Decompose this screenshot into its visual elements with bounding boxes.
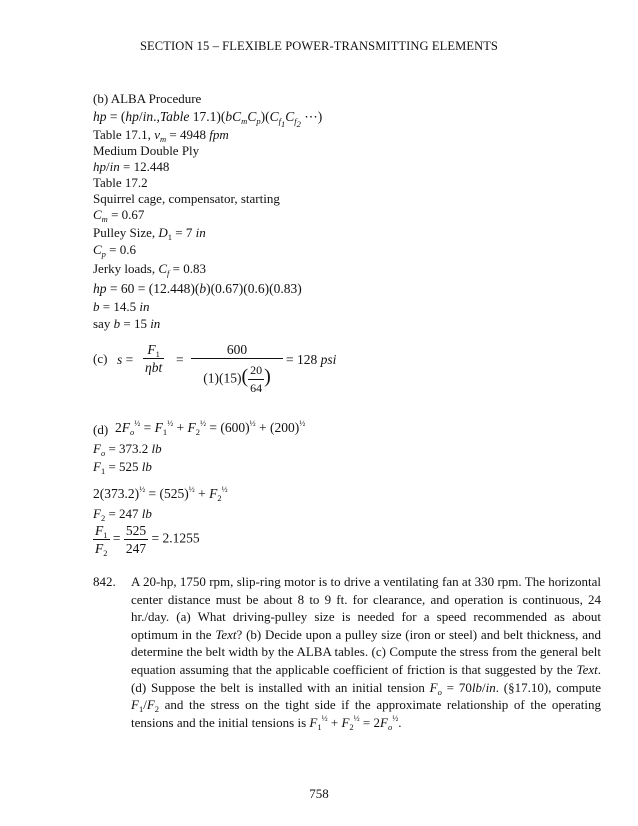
lb-unit-1: lb: [151, 441, 162, 456]
motor-desc: Squirrel cage, compensator, starting: [93, 191, 280, 206]
s-denominator: (1)(15): [203, 370, 242, 386]
cp-value: 0.6: [119, 242, 137, 257]
part-c-label: (c): [93, 351, 108, 366]
s-unit: psi: [320, 352, 337, 367]
text-ref-2: Text: [576, 661, 598, 677]
lb-unit-3: lb: [141, 506, 152, 521]
problem-text-3: . (d) Suppose the belt is installed with an initial tension: [131, 661, 601, 695]
cp-line: $C_p = 0.6$: [93, 242, 137, 259]
hp-per-in-line: hp/in = 12.448: [93, 159, 170, 174]
b-unit: in: [139, 299, 150, 314]
thickness-num: 20: [248, 362, 264, 380]
jerky-line: Jerky loads, $C_f = 0.83$: [93, 261, 206, 278]
problem-statement: A 20-hp, 1750 rpm, slip-ring motor is to drive a ventilating fan at 330 rpm. The horizontal center distance must be about 8 to 9 ft. for clearance, and operation is continuous, 24 hr./day. (a) What driving-pulley size is needed for a speed recommended as about optimum in the Text? (b) Decide upon a pulley size (iron or steel) and belt thickness, and determine the belt width by the ALBA tables. (c) Compute the stress from the general belt equation assuming that the applicable coefficient of friction is that suggested by the Text. (d) Suppose the belt is installed with an initial tension $F_o = 70lb/in$. (§17.10), compute $F_1/F_2$ and the stress on the tight side if the approximate relationship of the operating tensions and the initial tensions is $F_1^{\frac{1}{2}} + F_2^{\frac{1}{2}} = 2F_o^{\frac{1}{2}}$.: [131, 574, 601, 732]
fo-value: 373.2: [119, 441, 149, 456]
d1-unit: in: [195, 225, 206, 240]
vm-unit: fpm: [209, 127, 229, 142]
b-say-value: 15: [133, 316, 147, 331]
s-fraction-2: 600 (1)(15)( $\frac{20}{64}$ ): [191, 341, 283, 397]
problem-number: 842.: [93, 574, 116, 589]
f2-num: 200: [274, 420, 295, 435]
hp-equation: hp = 60 = (12.448)(b)(0.67)(0.6)(0.83): [93, 281, 302, 296]
pulley-label: Pulley Size,: [93, 225, 156, 240]
b-say: say b = 15 in: [93, 316, 161, 331]
part-b-title: (b) ALBA Procedure: [93, 91, 202, 106]
s-symbol: s =: [117, 352, 134, 367]
s-result: = 128 psi: [286, 352, 337, 367]
problem-text-1: A 20-hp, 1750 rpm, slip-ring motor is to drive a ventilating fan at 330 rpm. The horizontal center distance must be about 8 to 9 ft. for clearance, and operation is continuous, 24 hr./day. (a) What driving-pulley size is needed for a speed recommended as about optimum in the: [131, 574, 601, 642]
f1-value: 525: [119, 459, 139, 474]
pulley-size-line: Pulley Size, $D_1 = 7$ in: [93, 225, 206, 242]
tension-relation: $2F_o^{\frac{1}{2}} = F_1^{\frac{1}{2}} + F_2^{\frac{1}{2}} = (600)^{\frac{1}{2}} + (200)^{\frac{1}{2}}$: [115, 419, 306, 437]
say-label: say: [93, 316, 111, 331]
lb-unit-2: lb: [141, 459, 152, 474]
f2-value: 247: [119, 506, 139, 521]
jerky-label: Jerky loads,: [93, 261, 156, 276]
table-ref: Table 17.1,: [93, 127, 151, 142]
fo-result: $F_o = 373.2$ lb: [93, 441, 162, 458]
thickness-den: 64: [250, 381, 263, 395]
page-number: 758: [309, 786, 329, 801]
fo-initial: 70: [458, 679, 472, 695]
f1-num: 600: [224, 420, 246, 435]
f2-result: $F_2 = 247$ lb: [93, 506, 152, 523]
vm-value: 4948: [179, 127, 206, 142]
cm-line: $C_m = 0.67$: [93, 207, 145, 224]
belt-type: Medium Double Ply: [93, 143, 200, 158]
cm-value: 0.67: [121, 207, 145, 222]
problem-text-5: and the stress on the tight side if the approximate relationship of the operating tensions and the initial tensions is: [131, 697, 601, 730]
part-d-label: (d): [93, 422, 109, 437]
table-17-2: Table 17.2: [93, 175, 148, 190]
ratio-value: 2.1255: [162, 530, 200, 546]
problem-text-2: ? (b) Decide upon a pulley size (iron or steel) and belt thickness, and determine the belt width by the ALBA tables. (c) Compute the stress from the general belt equation assuming that the applicable coefficient of friction is that suggested by the: [131, 626, 601, 677]
equals-sign: =: [176, 352, 184, 367]
cf-value: 0.83: [183, 261, 206, 276]
s-numerator: 600: [191, 341, 283, 359]
ratio-equation: $\frac{F_1}{F_2}$ = $\frac{525}{247}$ = 2.1255: [95, 523, 200, 558]
vm-line: Table 17.1, $v_m = 4948$ fpm: [93, 127, 229, 144]
text-ref-1: Text: [215, 626, 237, 642]
problem-text-4: . (§17.10), compute: [495, 679, 601, 695]
d1-value: 7: [185, 225, 193, 240]
f1-result: $F_1 = 525$ lb: [93, 459, 152, 476]
s-result-value: 128: [297, 352, 318, 367]
hp-formula: hp = (hp/in.,Table $17.1)(bC_mC_p)(C_{f_1}C_{f_2}$ ⋯): [93, 109, 323, 129]
b-result: b = 14.5 in: [93, 299, 150, 314]
section-header: SECTION 15 – FLEXIBLE POWER-TRANSMITTING ELEMENTS: [139, 39, 498, 53]
hp-value: 60: [120, 281, 135, 296]
b-value: 14.5: [113, 299, 137, 314]
f2-equation: $2(373.2)^{\frac{1}{2}} = (525)^{\frac{1}{2}} + F_2^{\frac{1}{2}}$: [93, 485, 228, 503]
s-fraction-1: $\frac{F_1}{\text{ηbt}}$: [145, 342, 163, 375]
hp-in-value: 12.448: [133, 159, 170, 174]
